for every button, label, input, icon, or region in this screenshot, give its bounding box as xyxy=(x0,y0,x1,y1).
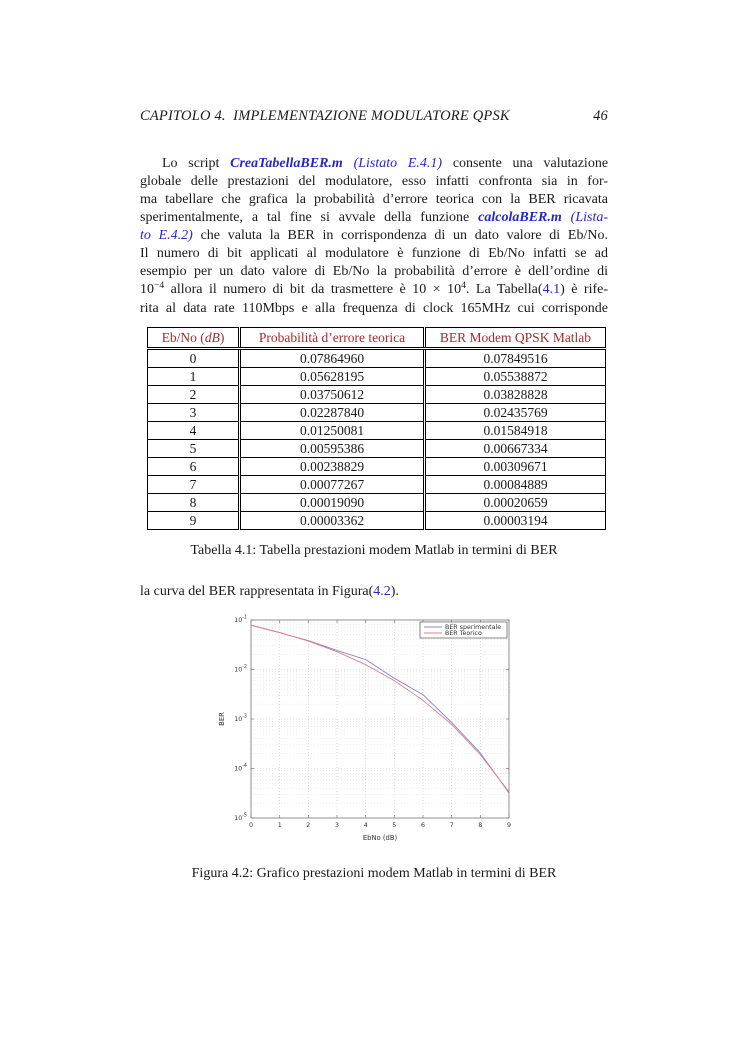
text-segment: ma tabellare che grafica la probabilità d’errore teorica con la BER ricavata xyxy=(140,192,608,207)
table-caption: Tabella 4.1: Tabella prestazioni modem Matlab in termini di BER xyxy=(190,543,558,558)
paragraph-line xyxy=(140,245,608,263)
table-cell: 0.01584918 xyxy=(425,422,606,440)
svg-text:BER sperimentale: BER sperimentale xyxy=(445,624,502,631)
svg-text:10-4: $10^{-4}$ xyxy=(234,764,247,773)
table-row xyxy=(148,422,606,440)
table-cell: 0.00019090 xyxy=(240,494,425,512)
table-cell: 0.02287840 xyxy=(240,404,425,422)
ber-figure xyxy=(215,607,525,855)
table-cell: 0.00003362 xyxy=(240,512,425,530)
text-segment: Eb/No ( xyxy=(161,330,205,345)
table-row xyxy=(148,386,606,404)
ber-table-body xyxy=(148,349,606,530)
body-paragraph xyxy=(140,155,608,318)
table-cell: 2 xyxy=(148,386,240,404)
svg-text:EbNo (dB): EbNo (dB) xyxy=(362,834,398,842)
svg-text:0: 0 xyxy=(248,822,254,829)
ber-chart xyxy=(215,607,525,855)
table-row xyxy=(148,404,606,422)
table-cell: 9 xyxy=(148,512,240,530)
table-cell: 0.00309671 xyxy=(425,458,606,476)
text-segment: rita al data rate 110Mbps e alla frequenza di clock 165MHz cui corrisponde xyxy=(140,301,608,316)
table-cell: 0.00003194 xyxy=(425,512,606,530)
table-cell: 0.00077267 xyxy=(240,476,425,494)
svg-text:1: 1 xyxy=(277,822,282,829)
text-segment: sperimentalmente, a tal fine si avvale della funzione xyxy=(140,210,479,225)
table-cell: 0.05628195 xyxy=(240,368,425,386)
table-cell: 0.05538872 xyxy=(425,368,606,386)
text-segment: ) è rife- xyxy=(560,282,609,297)
svg-text:10-3: $10^{-3}$ xyxy=(234,714,247,723)
svg-text:3: 3 xyxy=(334,822,340,829)
table-header-teorica xyxy=(240,328,425,349)
table-cell: 6 xyxy=(148,458,240,476)
svg-text:10-1: $10^{-1}$ xyxy=(234,615,247,624)
text-segment: dB xyxy=(204,330,220,345)
text-segment: ). xyxy=(390,584,399,599)
text-segment: CreaTabellaBER.m xyxy=(230,156,343,171)
text-segment: to E.4.2) xyxy=(140,228,193,243)
table-row xyxy=(148,440,606,458)
table-cell: 0.00238829 xyxy=(240,458,425,476)
table-row xyxy=(148,458,606,476)
table-cell: 3 xyxy=(148,404,240,422)
table-cell: 8 xyxy=(148,494,240,512)
text-segment: 4 xyxy=(461,281,466,292)
table-cell: 0.03750612 xyxy=(240,386,425,404)
table-header-ebno xyxy=(148,328,240,349)
text-segment: Probabilità d’errore teorica xyxy=(258,330,406,345)
table-cell: 0 xyxy=(148,349,240,368)
chapter-title: CAPITOLO 4. IMPLEMENTAZIONE MODULATORE QPSK xyxy=(140,108,510,124)
text-segment: 4.2 xyxy=(373,584,391,599)
text-segment: consente una valutazione xyxy=(442,156,609,171)
paragraph-line xyxy=(140,227,608,245)
body-text-line xyxy=(140,584,608,600)
paragraph-line xyxy=(140,155,608,173)
paragraph-line xyxy=(140,300,608,318)
table-cell: 0.07849516 xyxy=(425,349,606,368)
svg-text:6: 6 xyxy=(420,822,426,829)
table-cell: 7 xyxy=(148,476,240,494)
table-cell: 0.02435769 xyxy=(425,404,606,422)
table-cell: 4 xyxy=(148,422,240,440)
text-segment xyxy=(562,210,571,225)
paragraph-line xyxy=(140,209,608,227)
text-segment: globale delle prestazioni del modulatore, esso infatti confronta sia in for- xyxy=(140,174,608,189)
text-segment: . La Tabella( xyxy=(465,282,543,297)
table-cell: 0.03828828 xyxy=(425,386,606,404)
text-segment: −4 xyxy=(154,281,165,292)
svg-text:9: 9 xyxy=(506,822,512,829)
figure-caption: Figura 4.2: Grafico prestazioni modem Matlab in termini di BER xyxy=(191,866,557,881)
text-segment: allora il numero di bit da trasmettere è 10 × 10 xyxy=(164,282,462,297)
table-row xyxy=(148,368,606,386)
text-segment: calcolaBER.m xyxy=(478,210,562,225)
text-segment: 10 xyxy=(140,282,154,297)
svg-text:8: 8 xyxy=(478,822,483,829)
text-segment: ) xyxy=(219,330,225,345)
text-segment: esempio per un dato valore di Eb/No la probabilità d’errore è dell’ordine di xyxy=(140,264,608,279)
svg-text:5: 5 xyxy=(392,822,397,829)
table-cell: 0.00595386 xyxy=(240,440,425,458)
svg-text:10-5: $10^{-5}$ xyxy=(234,813,247,822)
paragraph-line xyxy=(140,191,608,209)
text-segment: Lo script xyxy=(162,156,231,171)
text-segment: la curva del BER rappresentata in Figura( xyxy=(140,584,374,599)
page-number: 46 xyxy=(593,108,608,124)
table-cell: 0.01250081 xyxy=(240,422,425,440)
table-header-row xyxy=(148,328,606,349)
running-header xyxy=(140,108,608,125)
table-cell: 0.00084889 xyxy=(425,476,606,494)
text-segment: Il numero di bit applicati al modulatore è funzione di Eb/No infatti se ad xyxy=(140,246,608,261)
text-segment: (Listato E.4.1) xyxy=(353,156,443,171)
table-row xyxy=(148,476,606,494)
text-segment: (Lista- xyxy=(570,210,609,225)
svg-text:BER: BER xyxy=(218,712,226,726)
svg-text:BER Teorico: BER Teorico xyxy=(445,630,482,637)
table-row xyxy=(148,349,606,368)
svg-text:4: 4 xyxy=(363,822,368,829)
table-cell: 0.00020659 xyxy=(425,494,606,512)
table-cell: 5 xyxy=(148,440,240,458)
svg-text:7: 7 xyxy=(449,822,454,829)
table-cell: 1 xyxy=(148,368,240,386)
table-row xyxy=(148,494,606,512)
table-row xyxy=(148,512,606,530)
svg-text:10-2: $10^{-2}$ xyxy=(234,665,247,674)
ber-table-head xyxy=(148,328,606,349)
ber-table xyxy=(147,327,606,530)
text-segment: che valuta la BER in corrispondenza di un dato valore di Eb/No. xyxy=(192,228,608,243)
text-segment: BER Modem QPSK Matlab xyxy=(439,330,592,345)
text-segment: 4.1 xyxy=(542,282,561,297)
paragraph-line xyxy=(140,173,608,191)
svg-text:2: 2 xyxy=(306,822,311,829)
table-header-matlab xyxy=(425,328,606,349)
paragraph-line xyxy=(140,263,608,281)
table-cell: 0.00667334 xyxy=(425,440,606,458)
text-segment xyxy=(343,156,354,171)
table-cell: 0.07864960 xyxy=(240,349,425,368)
paragraph-line xyxy=(140,281,608,300)
